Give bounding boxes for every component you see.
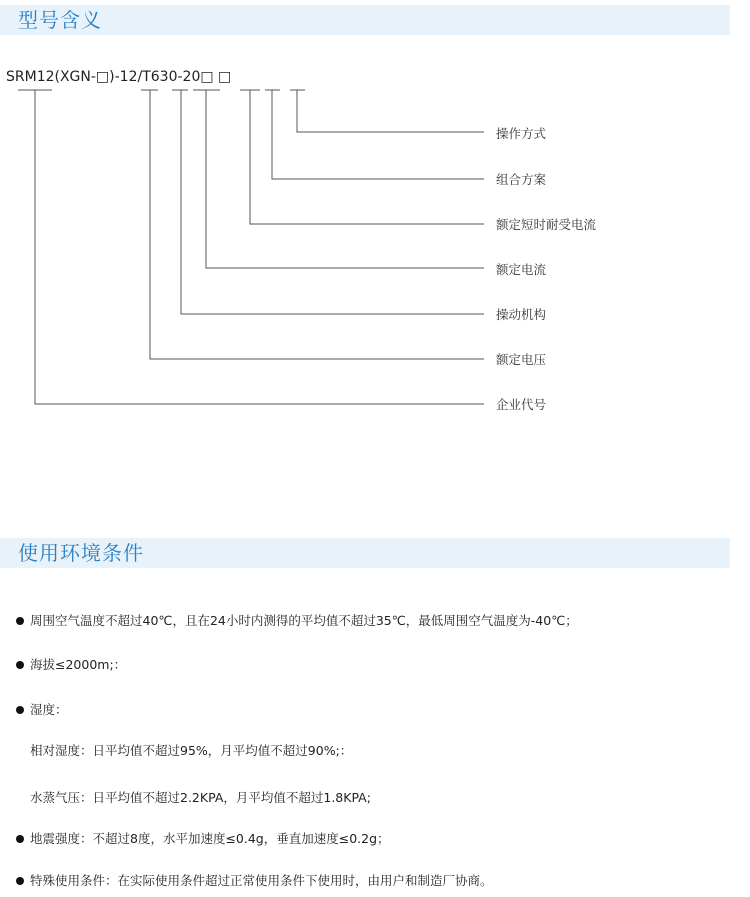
model-code: SRM12(XGN-□)-12/T630-20□ □ <box>6 69 232 85</box>
connector-mechanism <box>181 90 484 314</box>
condition-text: 地震强度：不超过8度，水平加速度≤0.4g，垂直加速度≤0.2g； <box>30 831 390 846</box>
condition-temperature <box>16 612 578 630</box>
bullet-icon <box>16 617 24 625</box>
legend-label-rated-current: 额定电流 <box>496 262 547 277</box>
legend-label-scheme: 组合方案 <box>496 172 547 187</box>
legend-label-enterprise-code: 企业代号 <box>496 397 547 412</box>
bullet-icon <box>16 706 24 714</box>
condition-seismic <box>16 830 390 848</box>
legend-label-mechanism: 操动机构 <box>496 307 547 322</box>
condition-text: 湿度： <box>30 702 68 717</box>
section-title: 使用环境条件 <box>18 541 144 565</box>
condition-vapor-pressure: 水蒸气压：日平均值不超过2.2KPA，月平均值不超过1.8KPA; <box>30 790 371 805</box>
condition-special <box>16 872 493 890</box>
condition-text: 海拔≤2000m;： <box>30 657 127 672</box>
legend-label-rated-voltage: 额定电压 <box>496 352 547 367</box>
condition-relative-humidity: 相对湿度：日平均值不超过95%，月平均值不超过90%;： <box>30 743 353 758</box>
legend-label-operation: 操作方式 <box>496 126 547 141</box>
condition-text: 特殊使用条件：在实际使用条件超过正常使用条件下使用时，由用户和制造厂协商。 <box>30 873 493 888</box>
connector-operation <box>297 90 484 132</box>
bullet-icon <box>16 835 24 843</box>
section-header-conditions <box>0 538 730 568</box>
connector-enterprise <box>35 90 484 404</box>
condition-humidity <box>16 701 68 719</box>
connector-short-time <box>250 90 484 224</box>
bullet-icon <box>16 877 24 885</box>
condition-altitude <box>16 656 126 674</box>
bullet-icon <box>16 661 24 669</box>
section-title: 型号含义 <box>18 8 102 32</box>
legend-label-short-time-current: 额定短时耐受电流 <box>496 217 597 232</box>
connector-scheme <box>272 90 484 179</box>
legend-connector-lines <box>0 0 750 420</box>
condition-text: 周围空气温度不超过40℃，且在24小时内测得的平均值不超过35℃，最低周围空气温度为-40℃； <box>30 613 578 628</box>
